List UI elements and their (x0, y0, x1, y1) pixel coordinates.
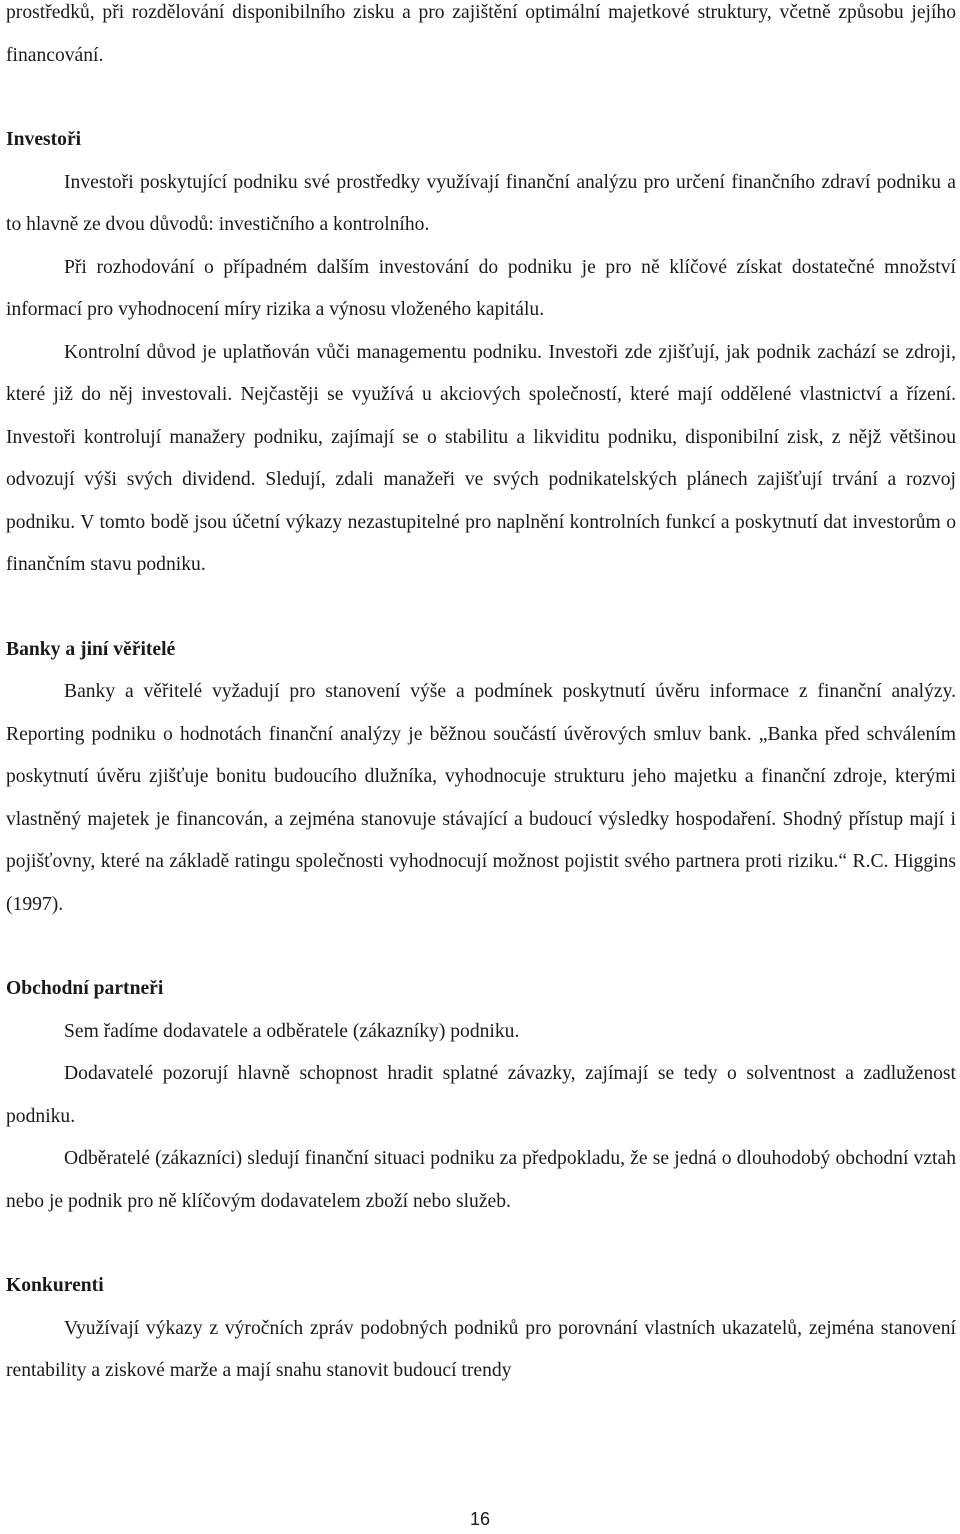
document-page (6, 0, 956, 1393)
heading-banky: Banky a jiní věřitelé (6, 638, 176, 660)
heading-konkurenti: Konkurenti (6, 1275, 104, 1296)
paragraph: Kontrolní důvod je uplatňován vůči managementu podniku. Investoři zde zjišťují, jak podnik zachází se zdroji, které již do něj investovali. Nejčastěji se využívá u akciových společností, které mají oddělené vlastnictví a řízení. Investoři kontrolují manažery podniku, zajímají se o stabilitu a likviditu podniku, disponibilní zisk, z nějž většinou odvozují výši svých dividend. Sledují, zdali manažeři ve svých podnikatelských plánech zajišťují trvání a rozvoj podniku. V tomto bodě jsou účetní výkazy nezastupitelné pro naplnění kontrolních funkcí a poskytnutí dat investorům o finančním stavu podniku. (6, 341, 956, 575)
heading-investori: Investoři (6, 129, 82, 150)
paragraph: Investoři poskytující podniku své prostředky využívají finanční analýzu pro určení finančního zdraví podniku a to hlavně ze dvou důvodů: investičního a kontrolního. (6, 171, 956, 235)
paragraph: Při rozhodování o případném dalším investování do podniku je pro ně klíčové získat dostatečné množství informací pro vyhodnocení míry rizika a výnosu vloženého kapitálu. (6, 256, 956, 320)
paragraph: Sem řadíme dodavatele a odběratele (zákazníky) podniku. (64, 1020, 520, 1042)
page-number: 16 (469, 1509, 491, 1529)
paragraph: Dodavatelé pozorují hlavně schopnost hradit splatné závazky, zajímají se tedy o solventnost a zadluženost podniku. (6, 1063, 956, 1127)
paragraph: Využívají výkazy z výročních zpráv podobných podniků pro porovnání vlastních ukazatelů, zejména stanovení rentability a ziskové marže a mají snahu stanovit budoucí trendy (6, 1317, 956, 1381)
paragraph: Odběratelé (zákazníci) sledují finanční situaci podniku za předpokladu, že se jedná o dlouhodobý obchodní vztah nebo je podnik pro ně klíčovým dodavatelem zboží nebo služeb. (6, 1148, 956, 1212)
continuation-paragraph: prostředků, při rozdělování disponibilního zisku a pro zajištění optimální majetkové struktury, včetně způsobu jejího financování. (6, 2, 956, 66)
heading-obchodni-partneri: Obchodní partneři (6, 978, 164, 999)
paragraph: Banky a věřitelé vyžadují pro stanovení výše a podmínek poskytnutí úvěru informace z finanční analýzy. Reporting podniku o hodnotách finanční analýzy je běžnou součástí úvěrových smluv bank. „Banka před schválením poskytnutí úvěru zjišťuje bonitu budoucího dlužníka, vyhodnocuje strukturu jeho majetku a finanční zdroje, kterými vlastněný majetek je financován, a zejména stanovuje stávající a budoucí výsledky hospodaření. Shodný přístup mají i pojišťovny, které na základě ratingu společnosti vyhodnocují možnost pojistit svého partnera proti riziku.“ R.C. Higgins (1997). (6, 681, 956, 915)
